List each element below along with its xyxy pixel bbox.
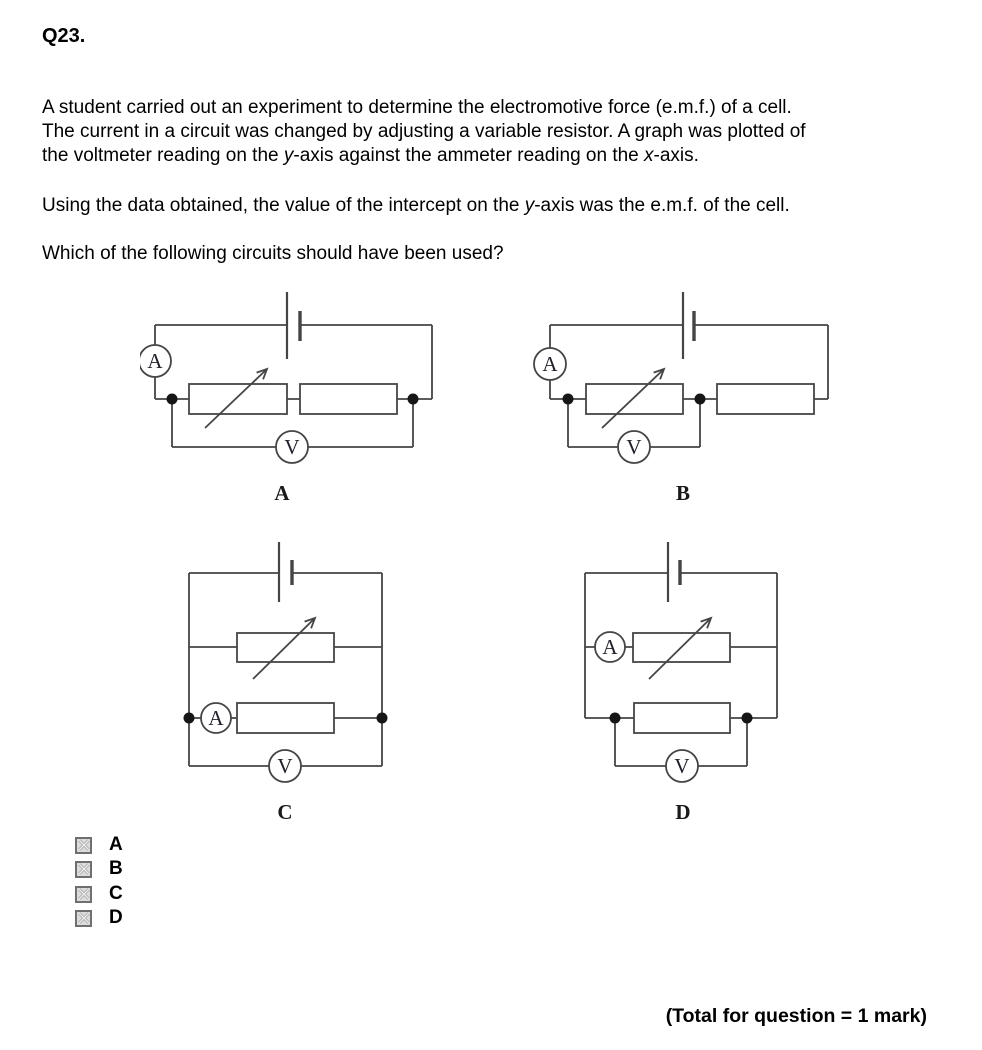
voltmeter-icon (618, 431, 650, 463)
voltmeter-icon (269, 750, 301, 782)
junction-dot (377, 713, 388, 724)
cell-icon (279, 542, 292, 602)
wires (189, 573, 382, 766)
answer-option-label: A (109, 834, 123, 855)
checkbox-option-a[interactable] (75, 837, 92, 854)
junction-dot (695, 394, 706, 405)
cell-icon (683, 292, 694, 359)
circuit-label-d: D (675, 800, 691, 824)
junction-dot (563, 394, 574, 405)
circuit-label-a: A (274, 481, 290, 505)
circuit-diagram-d (565, 528, 795, 828)
question-detail-paragraph: Using the data obtained, the value of the intercept on the y-axis was the e.m.f. of the cell. (42, 195, 790, 216)
cell-icon (668, 542, 680, 602)
ammeter-icon (140, 345, 171, 377)
resistor-icon (237, 703, 334, 733)
junction-dot (167, 394, 178, 405)
variable-resistor-icon (189, 369, 287, 428)
svg-text:A: A (208, 706, 224, 730)
junction-dot (742, 713, 753, 724)
answer-option-row-c (75, 885, 123, 903)
italic-y: y (524, 195, 535, 216)
total-marks-text: (Total for question = 1 mark) (665, 1005, 927, 1027)
svg-text:A: A (147, 349, 163, 373)
question-number: Q23. (42, 25, 86, 47)
ammeter-icon (534, 348, 566, 380)
voltmeter-icon (276, 431, 308, 463)
junction-dot (610, 713, 621, 724)
text-line-3: the voltmeter reading on the y-axis against the ammeter reading on the x-axis. (42, 145, 699, 166)
checkbox-option-b[interactable] (75, 861, 92, 878)
svg-text:V: V (277, 754, 293, 778)
variable-resistor-icon (237, 618, 334, 679)
variable-resistor-icon (633, 618, 730, 679)
circuit-label-c: C (277, 800, 293, 824)
circuit-diagram-a (140, 280, 450, 510)
question-prompt: Which of the following circuits should have been used? (42, 243, 504, 264)
circuit-label-b: B (675, 481, 691, 505)
ammeter-icon (201, 703, 231, 733)
answer-option-row-d (75, 909, 123, 927)
svg-text:A: A (542, 352, 558, 376)
italic-x: x (644, 145, 654, 166)
circuit-diagram-c (170, 528, 400, 828)
answer-option-label: C (109, 883, 123, 904)
answer-option-row-b (75, 860, 123, 878)
circuit-diagram-b (530, 280, 850, 510)
svg-text:V: V (674, 754, 690, 778)
svg-text:V: V (284, 435, 300, 459)
italic-y: y (283, 145, 294, 166)
variable-resistor-icon (586, 369, 683, 428)
junction-dot (184, 713, 195, 724)
cell-icon (287, 292, 300, 359)
answer-option-row-a (75, 836, 123, 854)
checkbox-option-c[interactable] (75, 886, 92, 903)
answer-option-label: D (109, 907, 123, 928)
answer-option-label: B (109, 858, 123, 879)
question-intro-paragraph (42, 96, 806, 168)
resistor-icon (300, 384, 397, 414)
resistor-icon (717, 384, 814, 414)
voltmeter-icon (666, 750, 698, 782)
svg-text:A: A (602, 635, 618, 659)
text-line-1: A student carried out an experiment to determine the electromotive force (e.m.f.) of a cell. (42, 97, 792, 118)
wires (585, 573, 777, 766)
svg-text:V: V (626, 435, 642, 459)
checkbox-option-d[interactable] (75, 910, 92, 927)
text-line-2: The current in a circuit was changed by adjusting a variable resistor. A graph was plotted of (42, 121, 806, 142)
junction-dot (408, 394, 419, 405)
resistor-icon (634, 703, 730, 733)
ammeter-icon (595, 632, 625, 662)
